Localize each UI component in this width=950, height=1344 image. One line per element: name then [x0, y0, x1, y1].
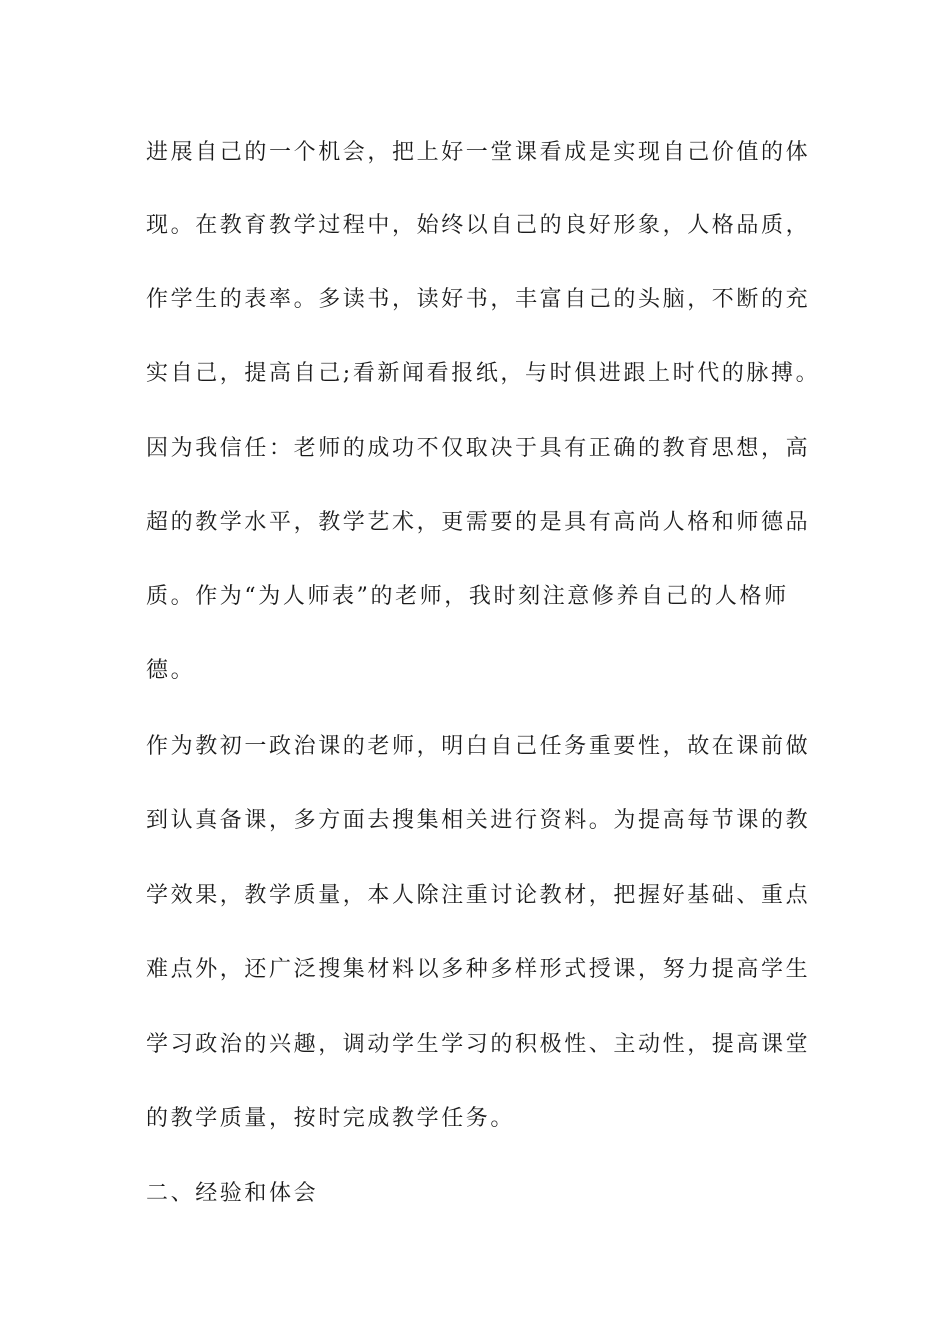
text-line: 的教学质量，按时完成教学任务。	[146, 1106, 516, 1131]
text-line: 实自己，提高自己;看新闻看报纸，与时俱进跟上时代的脉搏。	[146, 361, 821, 386]
text-line: 德。	[146, 658, 196, 683]
text-line: 质。作为“为人师表”的老师，我时刻注意修养自己的人格师	[146, 584, 789, 609]
text-line: 到认真备课，多方面去搜集相关进行资料。为提高每节课的教	[146, 808, 811, 833]
text-line: 超的教学水平，教学艺术，更需要的是具有高尚人格和师德品	[146, 510, 811, 535]
text-line: 学效果，教学质量，本人除注重讨论教材，把握好基础、重点	[146, 883, 811, 908]
text-line: 难点外，还广泛搜集材料以多种多样形式授课，努力提高学生	[146, 957, 811, 982]
text-line: 因为我信任：老师的成功不仅取决于具有正确的教育思想，高	[146, 436, 811, 461]
text-line: 学习政治的兴趣，调动学生学习的积极性、主动性，提高课堂	[146, 1032, 811, 1057]
text-line: 作学生的表率。多读书，读好书，丰富自己的头脑，不断的充	[146, 287, 811, 312]
text-line: 现。在教育教学过程中，始终以自己的良好形象，人格品质，	[146, 213, 811, 238]
section-heading: 二、经验和体会	[146, 1181, 319, 1206]
text-line: 进展自己的一个机会，把上好一堂课看成是实现自己价值的体	[146, 140, 811, 165]
text-line: 作为教初一政治课的老师，明白自己任务重要性，故在课前做	[146, 734, 811, 759]
